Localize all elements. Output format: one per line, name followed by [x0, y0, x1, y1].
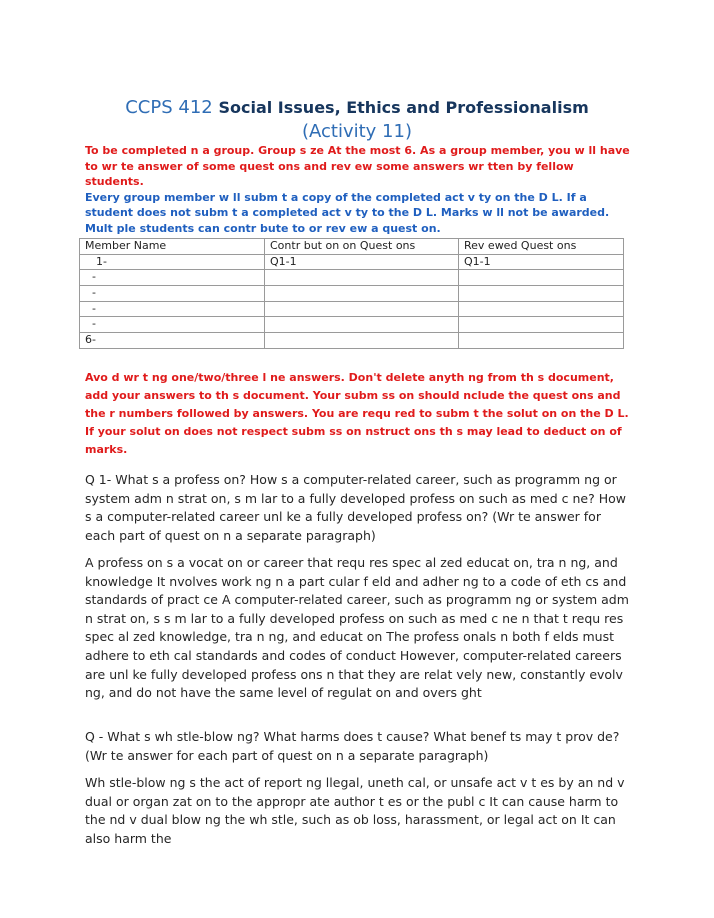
group-instructions: To be completed n a group. Group s ze At the most 6. As a group member, you w ll have to wr te answer of some quest ons and rev ew some answers wr tten by fellow students. — [85, 144, 630, 188]
submission-notice: Avo d wr t ng one/two/three l ne answers. Don't delete anyth ng from th s document, add your answers to th s document. Your subm ss on should nclude the quest ons and the r numbers followed by answers. You are requ red to subm t the solut on on the D L. If your solut on does not respect subm ss on nstruct ons th s may lead to deduct on of marks. — [85, 371, 629, 456]
contribution-cell — [265, 317, 459, 333]
question-1: Q 1- What s a profess on? How s a computer-related career, such as programm ng or system adm n strat on, s m lar to a fully developed profess on such as med c ne? How s a computer-related career unl ke a fully developed profess on? (Wr te answer for each part of quest on n a separate paragraph) — [85, 472, 626, 543]
reviewed-cell: Q1-1 — [459, 254, 624, 270]
reviewed-cell — [459, 270, 624, 286]
member-cell: - — [80, 301, 265, 317]
question-2: Q - What s wh stle-blow ng? What harms does t cause? What benef ts may t prov de? (Wr te answer for each part of quest on n a separate paragraph) — [85, 729, 620, 763]
contribution-cell — [265, 333, 459, 349]
contribution-cell: Q1-1 — [265, 254, 459, 270]
member-cell: 1- — [80, 254, 265, 270]
reviewed-cell — [459, 333, 624, 349]
table-row — [80, 333, 624, 349]
answer-1: A profess on s a vocat on or career that requ res spec al zed educat on, tra n ng, and knowledge It nvolves work ng n a part cular f eld and adher ng to a code of eth cs and standards of pract ce A computer-related career, such as programm ng or system adm n strat on, s s m lar to a fully developed profess on such as med c ne n that t requ res spec al zed knowledge, tra n ng, and educat on The profess onals n both f elds must adhere to eth cal standards and codes of conduct However, computer-related careers are unl ke fully developed profess ons n that they are relat vely new, constantly evolv ng, and do not have the same level of regulat on and overs ght — [85, 555, 629, 701]
member-cell: - — [80, 286, 265, 302]
instructions-block — [85, 143, 635, 236]
member-cell: - — [80, 317, 265, 333]
table-row — [80, 270, 624, 286]
member-cell: 6- — [80, 333, 265, 349]
table-row — [80, 317, 624, 333]
table-row — [80, 254, 624, 270]
header-reviewed: Rev ewed Quest ons — [459, 239, 624, 255]
submission-instructions: Every group member w ll subm t a copy of the completed act v ty on the D L. If a student does not subm t a completed act v ty to the D L. Marks w ll not be awarded. Mult ple students can contr bute to or rev ew a quest on. — [85, 190, 610, 235]
course-title: Social Issues, Ethics and Professionalism — [218, 98, 589, 117]
table-row — [80, 286, 624, 302]
reviewed-cell — [459, 301, 624, 317]
activity-label: (Activity 11) — [302, 121, 412, 142]
reviewed-cell — [459, 317, 624, 333]
member-cell: - — [80, 270, 265, 286]
document-title — [0, 96, 714, 120]
table-row — [80, 301, 624, 317]
header-contribution: Contr but on on Quest ons — [265, 239, 459, 255]
contribution-cell — [265, 270, 459, 286]
table-header-row — [80, 239, 624, 255]
contribution-cell — [265, 301, 459, 317]
answer-2: Wh stle-blow ng s the act of report ng llegal, uneth cal, or unsafe act v t es by an nd v dual or organ zat on to the appropr ate author t es or the publ c It can cause harm to the nd v dual blow ng the wh stle, such as ob loss, harassment, or legal act on It can also harm the — [85, 775, 625, 846]
contribution-cell — [265, 286, 459, 302]
members-table — [79, 238, 624, 349]
reviewed-cell — [459, 286, 624, 302]
course-code: CCPS 412 — [125, 97, 213, 118]
header-member-name: Member Name — [80, 239, 265, 255]
